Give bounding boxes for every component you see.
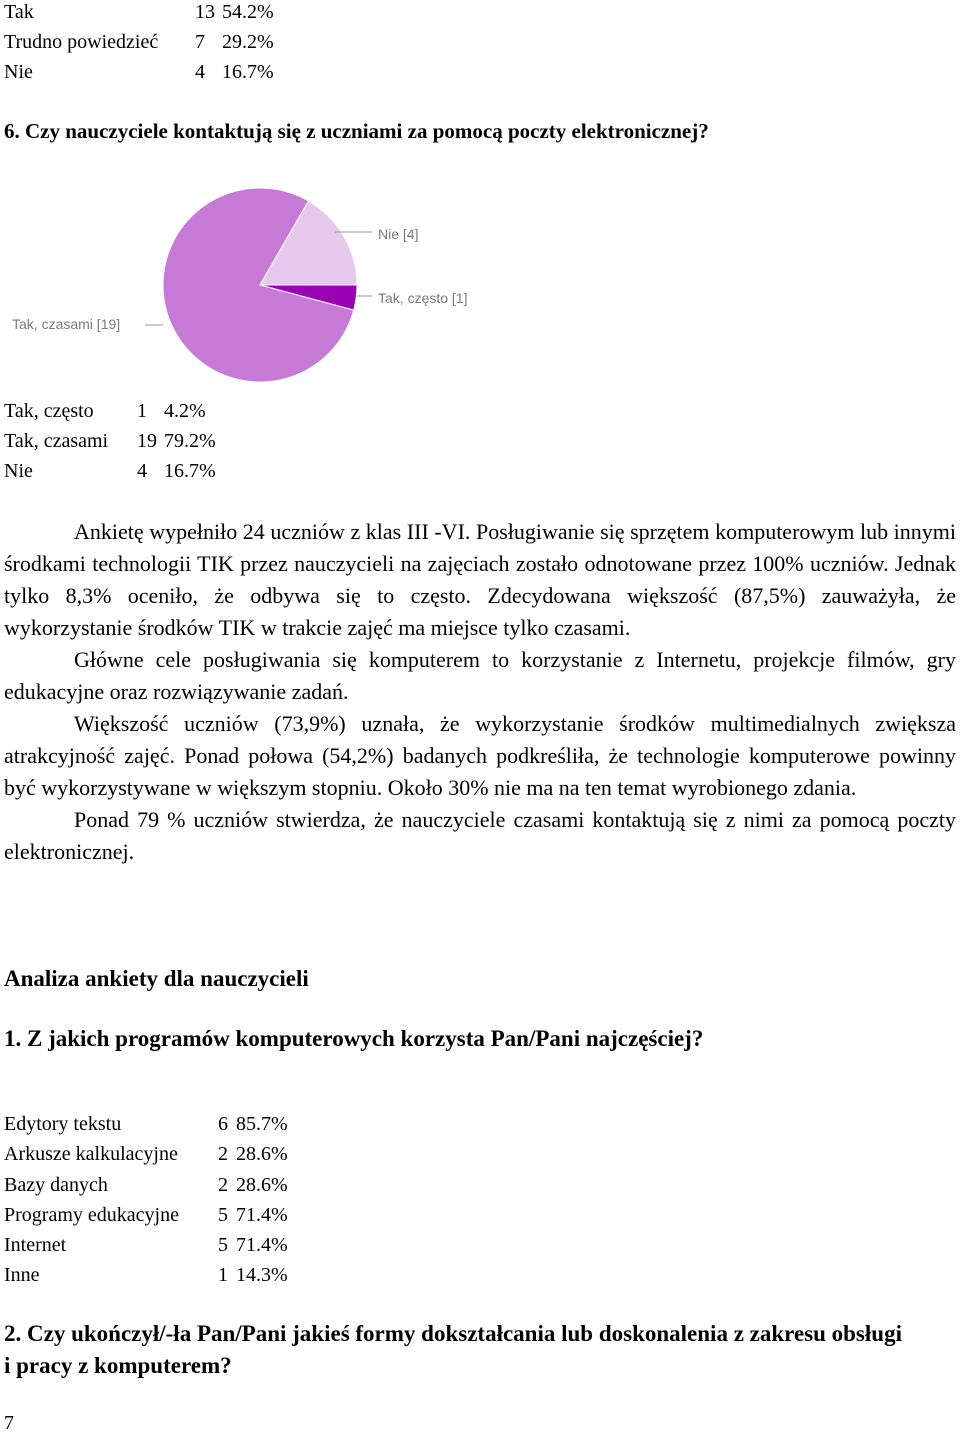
- row-label: Bazy danych: [4, 1174, 108, 1196]
- pie-label-tak-czasami: Tak, czasami [19]: [12, 316, 121, 332]
- row-count: 1: [218, 1264, 228, 1286]
- row-label: Arkusze kalkulacyjne: [4, 1143, 178, 1165]
- page-number: 7: [4, 1412, 14, 1434]
- row-percent: 14.3%: [236, 1264, 288, 1286]
- summary-paragraph: Większość uczniów (73,9%) uznała, że wykorzystanie środków multimedialnych zwiększa atrakcyjność zajęć. Ponad połowa (54,2%) badanych podkreśliła, że technologie komputerowe powinny być wykorzystywane w większym stopniu. Około 30% nie ma na ten temat wyrobionego zdania.: [4, 711, 956, 800]
- row-label: Trudno powiedzieć: [4, 31, 159, 53]
- question-1-title: 1. Z jakich programów komputerowych korzysta Pan/Pani najczęściej?: [4, 1026, 704, 1051]
- summary-paragraph: Główne cele posługiwania się komputerem to korzystanie z Internetu, projekcje filmów, gry edukacyjne oraz rozwiązywanie zadań.: [4, 647, 956, 704]
- section-title: Analiza ankiety dla nauczycieli: [4, 966, 309, 991]
- row-count: 5: [218, 1234, 228, 1256]
- row-label: Edytory tekstu: [4, 1113, 122, 1135]
- row-percent: 4.2%: [164, 400, 206, 422]
- row-count: 13: [195, 1, 215, 23]
- question-6-title: 6. Czy nauczyciele kontaktują się z uczniami za pomocą poczty elektronicznej?: [4, 119, 709, 143]
- row-percent: 71.4%: [236, 1234, 288, 1256]
- pie-label-nie: Nie [4]: [378, 226, 419, 242]
- row-count: 4: [195, 61, 205, 83]
- row-count: 2: [218, 1143, 228, 1165]
- row-percent: 71.4%: [236, 1204, 288, 1226]
- row-count: 19: [137, 430, 157, 452]
- row-label: Tak: [4, 1, 34, 23]
- row-label: Tak, często: [4, 400, 94, 422]
- pie-label-tak-czesto: Tak, często [1]: [378, 290, 468, 306]
- row-count: 4: [137, 460, 147, 482]
- row-percent: 29.2%: [222, 31, 274, 53]
- row-count: 5: [218, 1204, 228, 1226]
- row-count: 1: [137, 400, 147, 422]
- row-count: 7: [195, 31, 205, 53]
- row-percent: 85.7%: [236, 1113, 288, 1135]
- row-count: 2: [218, 1174, 228, 1196]
- row-percent: 79.2%: [164, 430, 216, 452]
- row-label: Programy edukacyjne: [4, 1204, 179, 1226]
- row-percent: 54.2%: [222, 1, 274, 23]
- row-label: Inne: [4, 1264, 40, 1286]
- row-count: 6: [218, 1113, 228, 1135]
- row-percent: 28.6%: [236, 1174, 288, 1196]
- row-label: Internet: [4, 1234, 67, 1256]
- row-label: Tak, czasami: [4, 430, 109, 452]
- summary-paragraph: Ponad 79 % uczniów stwierdza, że nauczyciele czasami kontaktują się z nimi za pomocą poczty elektronicznej.: [4, 807, 956, 864]
- row-percent: 16.7%: [222, 61, 274, 83]
- row-percent: 28.6%: [236, 1143, 288, 1165]
- summary-paragraph: Ankietę wypełniło 24 uczniów z klas III -VI. Posługiwanie się sprzętem komputerowym lub innymi środkami technologii TIK przez nauczycieli na zajęciach zostało odnotowane przez 100% uczniów. Jednak tylko 8,3% oceniło, że odbywa się to często. Zdecydowana większość (87,5%) zauważyła, że wykorzystanie środków TIK w trakcie zajęć ma miejsce tylko czasami.: [4, 519, 956, 640]
- row-label: Nie: [4, 460, 33, 482]
- pie-chart: [0, 170, 520, 395]
- summary-text: [4, 516, 956, 868]
- question-2-title: 2. Czy ukończył/-ła Pan/Pani jakieś formy dokształcania lub doskonalenia z zakresu obsługi i pracy z komputerem?: [4, 1321, 902, 1378]
- row-label: Nie: [4, 61, 33, 83]
- row-percent: 16.7%: [164, 460, 216, 482]
